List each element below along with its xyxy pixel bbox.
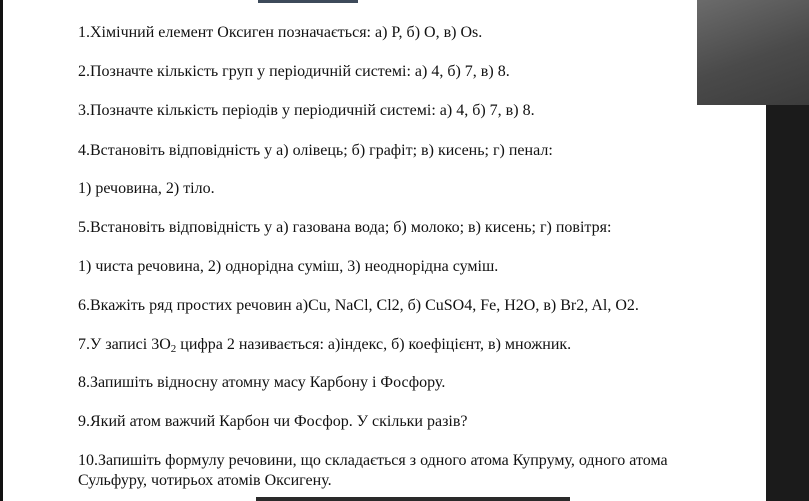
question-3: 3.Позначте кількість періодів у періодичній системі: а) 4, б) 7, в) 8. — [78, 102, 535, 119]
question-5: 5.Встановіть відповідність у а) газована вода; б) молоко; в) кисень; г) повітря: — [78, 219, 612, 236]
question-10-line-1: 10.Запишіть формулу речовини, що складається з одного атома Купруму, одного атома — [78, 452, 668, 469]
question-8: 8.Запишіть відносну атомну масу Карбону і Фосфору. — [78, 374, 446, 391]
question-4-options: 1) речовина, 2) тіло. — [78, 180, 215, 197]
question-5-options: 1) чиста речовина, 2) однорідна суміш, 3) неоднорідна суміш. — [78, 258, 499, 275]
question-7-suffix: цифра 2 називається: а)індекс, б) коефіцієнт, в) множник. — [176, 336, 572, 353]
question-7-prefix: 7.У записі 3O — [78, 336, 171, 353]
question-7 — [78, 335, 571, 359]
question-7-subscript: 2 — [170, 343, 177, 355]
question-4: 4.Встановіть відповідність у а) олівець; б) графіт; в) кисень; г) пенал: — [78, 142, 553, 159]
bottom-edge-strip — [256, 497, 570, 501]
question-9: 9.Який атом важчий Карбон чи Фосфор. У скільки разів? — [78, 413, 468, 430]
question-1: 1.Хімічний елемент Оксиген позначається: а) P, б) О, в) Os. — [78, 24, 483, 41]
question-2: 2.Позначте кількість груп у періодичній системі: а) 4, б) 7, в) 8. — [78, 63, 510, 80]
question-10-line-2: Сульфуру, чотирьох атомів Оксигену. — [78, 472, 332, 489]
top-edge-strip — [258, 0, 358, 3]
question-6: 6.Вкажіть ряд простих речовин а)Cu, NaCl, Cl2, б) CuSO4, Fe, H2O, в) Br2, Al, O2. — [78, 297, 639, 314]
overlay-shadow-region — [697, 0, 809, 105]
